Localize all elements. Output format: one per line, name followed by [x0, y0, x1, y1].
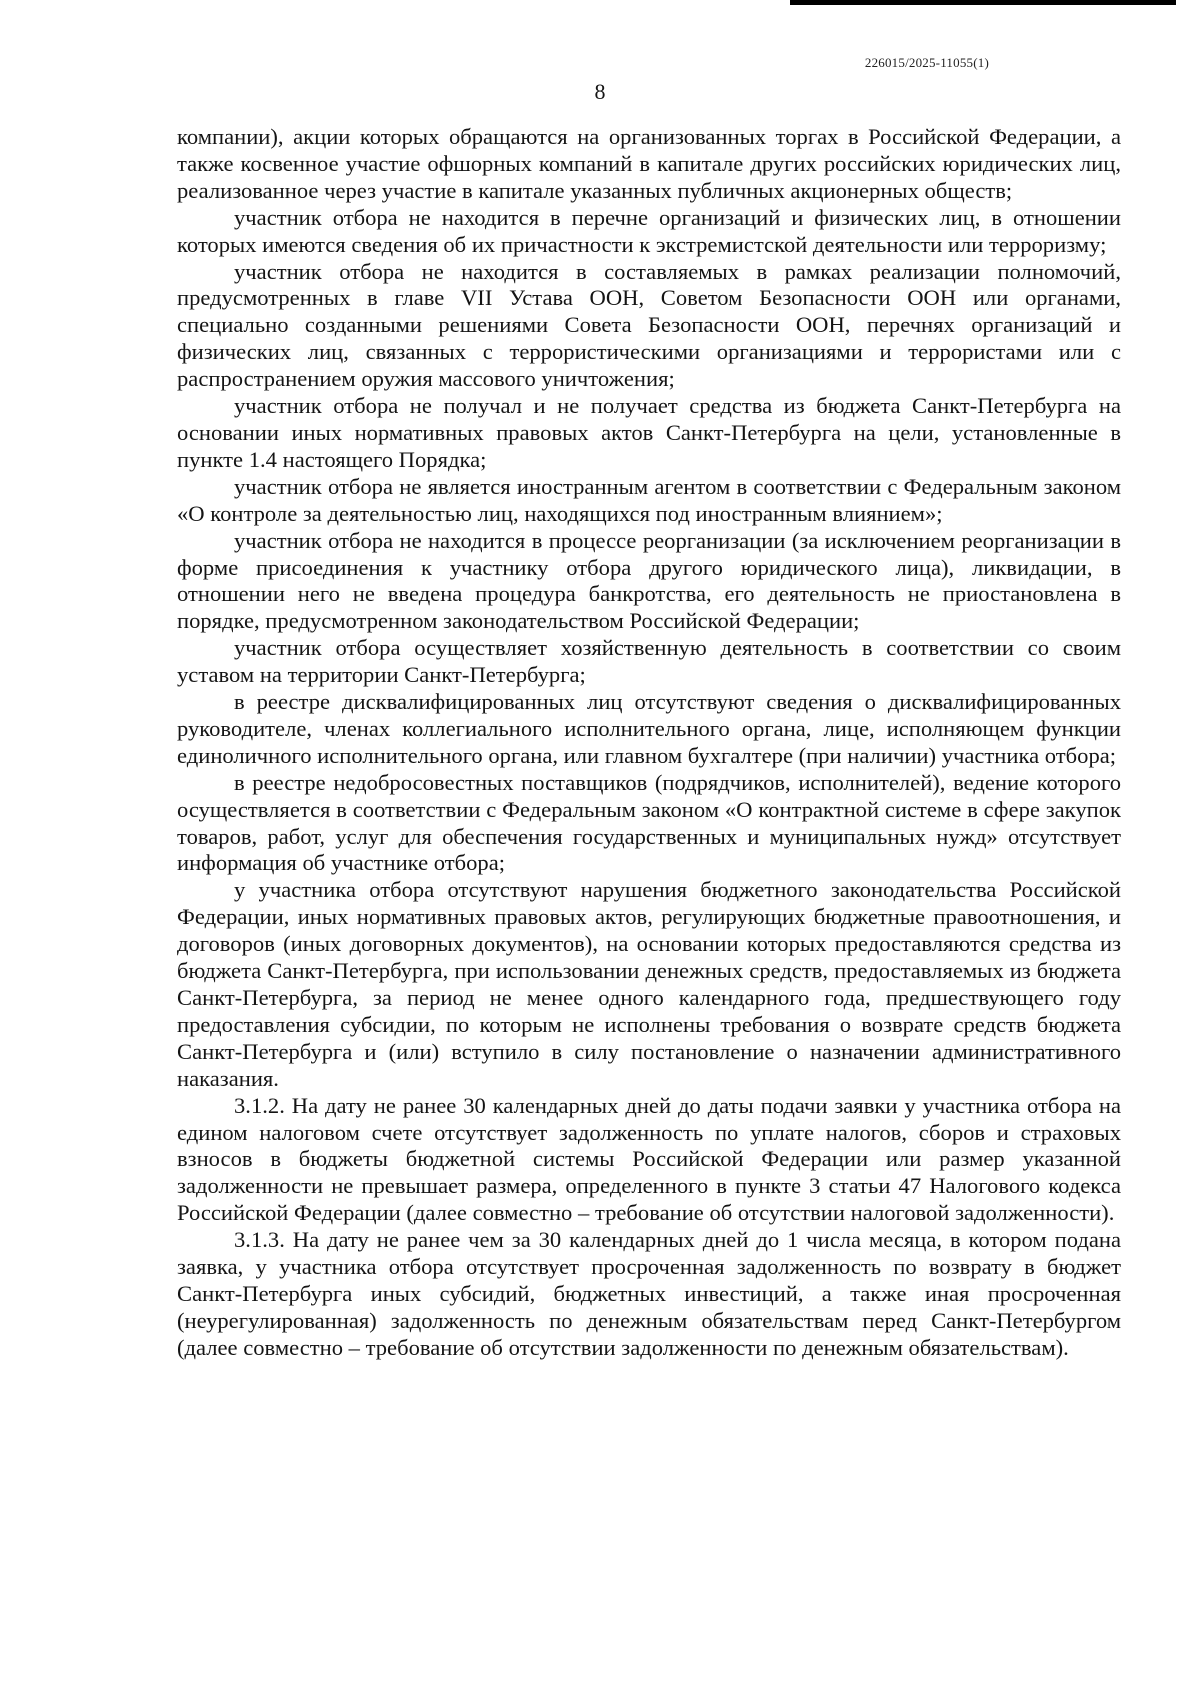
- paragraph-un-sanctions-list: участник отбора не находится в составляемых в рамках реализации полномочий, предусмотренных в главе VII Устава ООН, Советом Безопасности ООН или органами, специально созданными решениями Совета Безопасности ООН, перечнях организаций и физических лиц, связанных с террористическими организациями и террористами или с распространением оружия массового уничтожения;: [177, 258, 1121, 392]
- paragraph-unfair-suppliers: в реестре недобросовестных поставщиков (подрядчиков, исполнителей), ведение которого осуществляется в соответствии с Федеральным законом «О контрактной системе в сфере закупок товаров, работ, услуг для обеспечения государственных и муниципальных нужд» отсутствует информация об участнике отбора;: [177, 769, 1121, 876]
- paragraph-budget-violations: у участника отбора отсутствуют нарушения бюджетного законодательства Российской Федерации, иных нормативных правовых актов, регулирующих бюджетные правоотношения, и договоров (иных договорных документов), на основании которых предоставляются средства из бюджета Санкт-Петербурга, при использовании денежных средств, предоставляемых из бюджета Санкт-Петербурга, за период не менее одного календарного года, предшествующего году предоставления субсидии, по которым не исполнены требования о возврате средств бюджета Санкт-Петербурга и (или) вступило в силу постановление о назначении административного наказания.: [177, 877, 1121, 1091]
- document-body: [177, 124, 1121, 1362]
- paragraph-disqualified-persons: в реестре дисквалифицированных лиц отсутствуют сведения о дисквалифицированных руководителе, членах коллегиального исполнительного органа, лице, исполняющем функции единоличного исполнительного органа, или главном бухгалтере (при наличии) участника отбора;: [177, 689, 1121, 768]
- paragraph-3-1-2-tax-debt: 3.1.2. На дату не ранее 30 календарных дней до даты подачи заявки у участника отбора на едином налоговом счете отсутствует задолженность по уплате налогов, сборов и страховых взносов в бюджеты бюджетной системы Российской Федерации или размер указанной задолженности не превышает размера, определенного в пункте 3 статьи 47 Налогового кодекса Российской Федерации (далее совместно – требование об отсутствии налоговой задолженности).: [177, 1092, 1121, 1226]
- paragraph-3-1-3-overdue-debt: 3.1.3. На дату не ранее чем за 30 календарных дней до 1 числа месяца, в котором подана заявка, у участника отбора отсутствует просроченная задолженность по возврату в бюджет Санкт-Петербурга иных субсидий, бюджетных инвестиций, а также иная просроченная (неурегулированная) задолженность по денежным обязательствам перед Санкт-Петербургом (далее совместно – требование об отсутствии задолженности по денежным обязательствам).: [177, 1227, 1121, 1360]
- top-edge-rule: [790, 0, 1176, 5]
- paragraph-continuation: компании), акции которых обращаются на организованных торгах в Российской Федерации, а также косвенное участие офшорных компаний в капитале других российских юридических лиц, реализованное через участие в капитале указанных публичных акционерных обществ;: [177, 124, 1121, 203]
- paragraph-extremism-list: участник отбора не находится в перечне организаций и физических лиц, в отношении которых имеются сведения об их причастности к экстремистской деятельности или терроризму;: [177, 204, 1121, 257]
- page-number: 8: [594, 79, 606, 104]
- paragraph-no-other-funding: участник отбора не получал и не получает средства из бюджета Санкт-Петербурга на основании иных нормативных правовых актов Санкт-Петербурга на цели, установленные в пункте 1.4 настоящего Порядка;: [177, 393, 1121, 472]
- document-id: 226015/2025-11055(1): [864, 55, 989, 70]
- paragraph-business-activity: участник отбора осуществляет хозяйственную деятельность в соответствии со своим уставом на территории Санкт-Петербурга;: [177, 635, 1121, 688]
- paragraph-reorganization: участник отбора не находится в процессе реорганизации (за исключением реорганизации в форме присоединения к участнику отбора другого юридического лица), ликвидации, в отношении него не введена процедура банкротства, его деятельность не приостановлена в порядке, предусмотренном законодательством Российской Федерации;: [177, 527, 1121, 634]
- paragraph-foreign-agent: участник отбора не является иностранным агентом в соответствии с Федеральным законом «О контроле за деятельностью лиц, находящихся под иностранным влиянием»;: [177, 473, 1121, 526]
